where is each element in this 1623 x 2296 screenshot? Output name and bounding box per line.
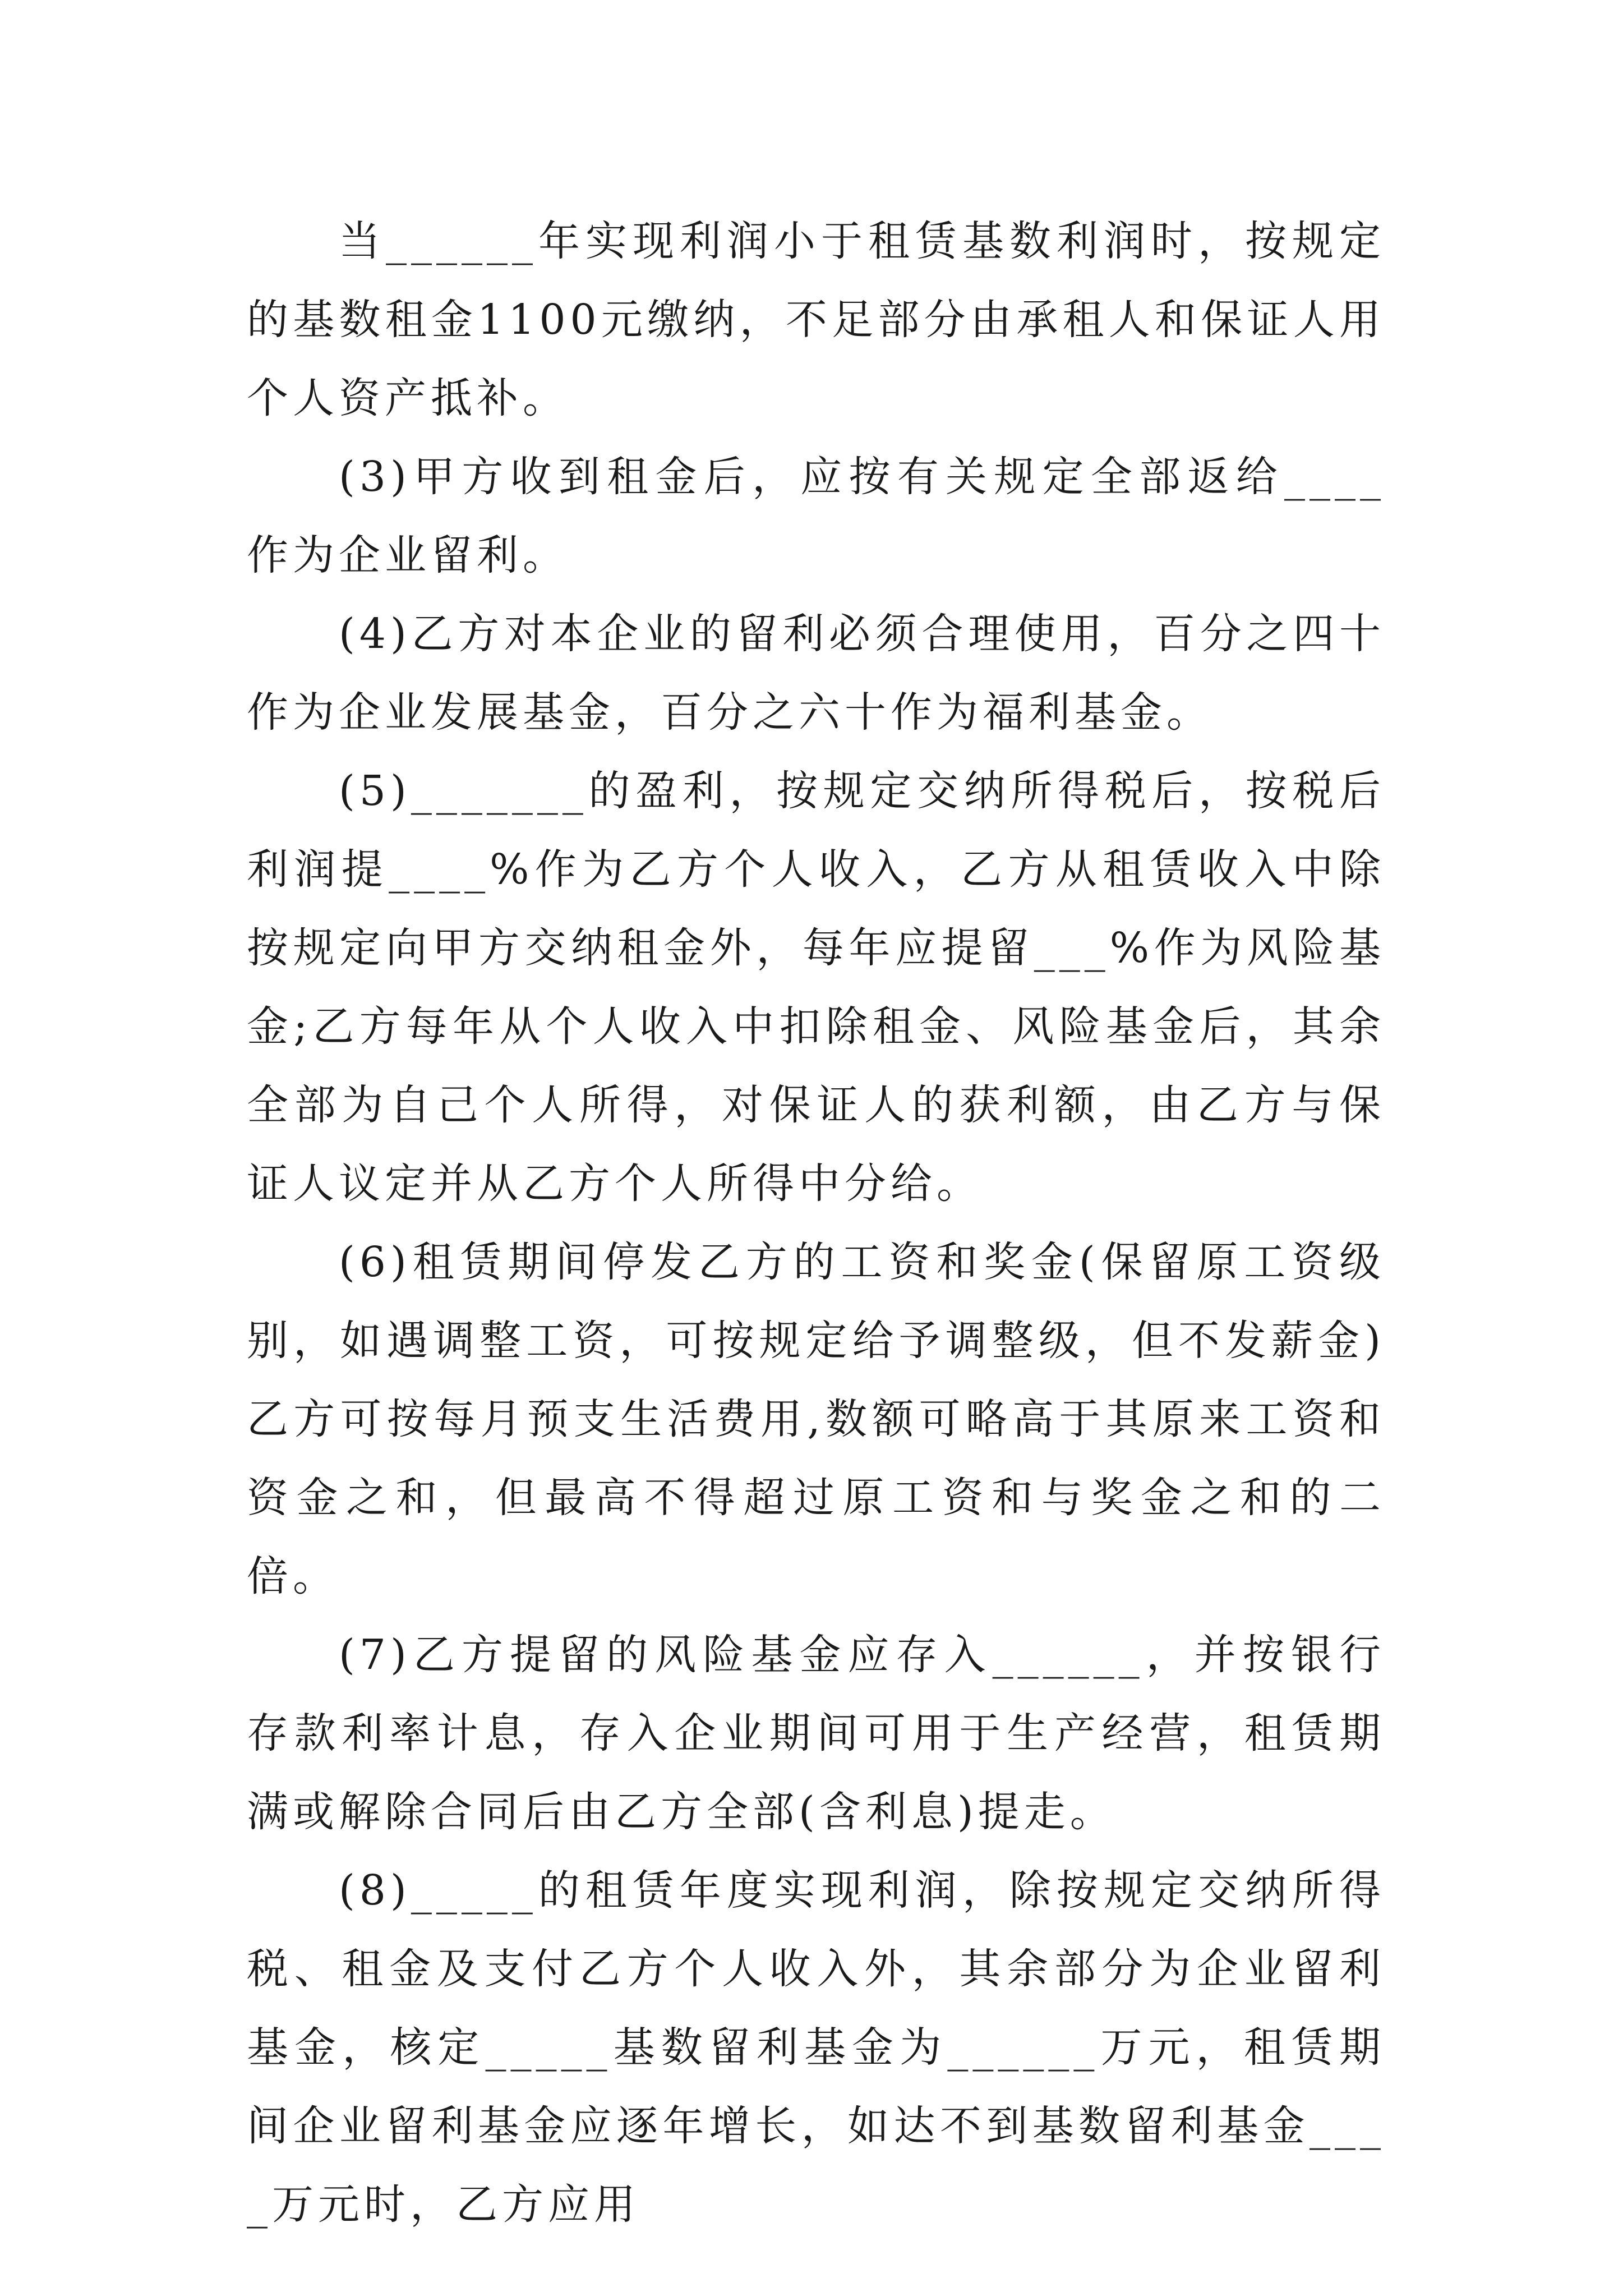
- paragraph-item-7: (7)乙方提留的风险基金应存入______，并按银行存款利率计息，存入企业期间可用于生产经营，租赁期满或解除合同后由乙方全部(含利息)提走。: [247, 1631, 1385, 1836]
- paragraph-item-4: (4)乙方对本企业的留利必须合理使用，百分之四十作为企业发展基金，百分之六十作为福利基金。: [247, 610, 1385, 737]
- paragraph-item-6: (6)租赁期间停发乙方的工资和奖金(保留原工资级别，如遇调整工资，可按规定给予调整级，但不发薪金)乙方可按每月预支生活费用,数额可略高于其原来工资和资金之和，但最高不得超过原工资和与奖金之和的二倍。: [247, 1238, 1385, 1600]
- paragraph-item-3: (3)甲方收到租金后，应按有关规定全部返给____作为企业留利。: [247, 453, 1385, 579]
- paragraph-rent-payment: 当______年实现利润小于租赁基数利润时，按规定的基数租金1100元缴纳，不足部分由承租人和保证人用个人资产抵补。: [247, 217, 1385, 422]
- paragraph-item-5: (5)_______的盈利，按规定交纳所得税后，按税后利润提____%作为乙方个人收入，乙方从租赁收入中除按规定向甲方交纳租金外，每年应提留___%作为风险基金;乙方每年从个人收入中扣除租金、风险基金后，其余全部为自己个人所得，对保证人的获利额，由乙方与保证人议定并从乙方个人所得中分给。: [247, 767, 1385, 1208]
- paragraph-item-8: (8)_____的租赁年度实现利润，除按规定交纳所得税、租金及支付乙方个人收入外，其余部分为企业留利基金，核定_____基数留利基金为______万元，租赁期间企业留利基金应逐年增长，如达不到基数留利基金____万元时，乙方应用: [247, 1866, 1385, 2229]
- document-body: [247, 202, 1385, 2244]
